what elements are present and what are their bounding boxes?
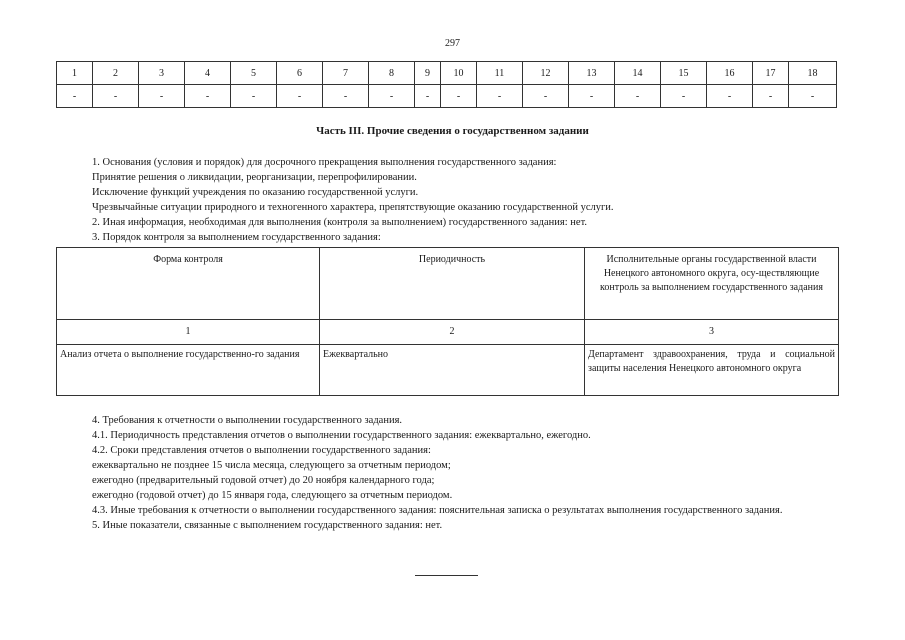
table-cell: 14 bbox=[615, 62, 661, 85]
table-cell: - bbox=[57, 85, 93, 108]
numbering-table-header-row bbox=[57, 62, 837, 85]
table-cell: - bbox=[185, 85, 231, 108]
table-cell: 6 bbox=[277, 62, 323, 85]
footer-divider bbox=[415, 575, 478, 576]
table-cell: - bbox=[789, 85, 837, 108]
paragraph: 4. Требования к отчетности о выполнении государственного задания. bbox=[92, 415, 403, 426]
table-cell: - bbox=[523, 85, 569, 108]
table-cell: 10 bbox=[441, 62, 477, 85]
table-cell: - bbox=[477, 85, 523, 108]
paragraph: 2. Иная информация, необходимая для выполнения (контроля за выполнением) государственного задания: нет. bbox=[92, 217, 587, 228]
table-cell: - bbox=[369, 85, 415, 108]
numbering-table bbox=[56, 61, 837, 108]
header-control-form: Форма контроля bbox=[57, 248, 320, 320]
table-cell: - bbox=[707, 85, 753, 108]
part-title: Часть III. Прочие сведения о государственном задании bbox=[316, 125, 589, 137]
table-cell: 4 bbox=[185, 62, 231, 85]
table-cell: - bbox=[323, 85, 369, 108]
header-periodicity: Периодичность bbox=[320, 248, 585, 320]
paragraph: 5. Иные показатели, связанные с выполнением государственного задания: нет. bbox=[92, 520, 443, 531]
table-cell: 3 bbox=[139, 62, 185, 85]
page-number: 297 bbox=[445, 38, 460, 49]
table-cell: 5 bbox=[231, 62, 277, 85]
paragraph: Чрезвычайные ситуации природного и техногенного характера, препятствующие оказанию государственной услуги. bbox=[92, 202, 614, 213]
table-cell: 2 bbox=[320, 320, 585, 345]
table-cell: 11 bbox=[477, 62, 523, 85]
table-cell: 1 bbox=[57, 62, 93, 85]
table-cell: 16 bbox=[707, 62, 753, 85]
table-cell: Департамент здравоохранения, труда и социальной защиты населения Ненецкого автономного округа bbox=[585, 345, 839, 396]
numbering-table-values-row bbox=[57, 85, 837, 108]
paragraph: ежеквартально не позднее 15 числа месяца, следующего за отчетным периодом; bbox=[92, 460, 451, 471]
table-row bbox=[57, 345, 839, 396]
table-cell: 2 bbox=[93, 62, 139, 85]
table-cell: 3 bbox=[585, 320, 839, 345]
table-cell: 1 bbox=[57, 320, 320, 345]
table-cell: 9 bbox=[415, 62, 441, 85]
table-cell: - bbox=[139, 85, 185, 108]
table-cell: 18 bbox=[789, 62, 837, 85]
paragraph: 4.2. Сроки представления отчетов о выполнении государственного задания: bbox=[92, 445, 431, 456]
table-cell: - bbox=[415, 85, 441, 108]
table-cell: 15 bbox=[661, 62, 707, 85]
paragraph: Принятие решения о ликвидации, реорганизации, перепрофилировании. bbox=[92, 172, 417, 183]
table-cell: Анализ отчета о выполнение государственно-го задания bbox=[57, 345, 320, 396]
section-grounds bbox=[58, 155, 838, 245]
paragraph: 4.3. Иные требования к отчетности о выполнении государственного задания: пояснительная записка о результатах выполнения государственного задания. bbox=[92, 505, 783, 516]
table-cell: - bbox=[93, 85, 139, 108]
table-cell: 7 bbox=[323, 62, 369, 85]
table-cell: 8 bbox=[369, 62, 415, 85]
paragraph: 1. Основания (условия и порядок) для досрочного прекращения выполнения государственного задания: bbox=[92, 157, 557, 168]
table-cell: 12 bbox=[523, 62, 569, 85]
table-cell: - bbox=[753, 85, 789, 108]
control-table bbox=[56, 247, 839, 396]
table-cell: - bbox=[615, 85, 661, 108]
table-cell: - bbox=[231, 85, 277, 108]
table-cell: - bbox=[277, 85, 323, 108]
table-cell: 13 bbox=[569, 62, 615, 85]
table-cell: 17 bbox=[753, 62, 789, 85]
table-cell: - bbox=[441, 85, 477, 108]
header-control-bodies: Исполнительные органы государственной власти Ненецкого автономного округа, осу-ществляющие контроль за выполнением государственного задания bbox=[585, 248, 839, 320]
control-table-number-row bbox=[57, 320, 839, 345]
paragraph: 3. Порядок контроля за выполнением государственного задания: bbox=[92, 232, 381, 243]
table-cell: - bbox=[661, 85, 707, 108]
paragraph: ежегодно (годовой отчет) до 15 января года, следующего за отчетным периодом. bbox=[92, 490, 453, 501]
control-table-header-row bbox=[57, 248, 839, 320]
paragraph: Исключение функций учреждения по оказанию государственной услуги. bbox=[92, 187, 419, 198]
paragraph: 4.1. Периодичность представления отчетов о выполнении государственного задания: ежеквартально, ежегодно. bbox=[92, 430, 591, 441]
section-reporting bbox=[58, 413, 838, 533]
table-cell: Ежеквартально bbox=[320, 345, 585, 396]
paragraph: ежегодно (предварительный годовой отчет) до 20 ноября календарного года; bbox=[92, 475, 435, 486]
table-cell: - bbox=[569, 85, 615, 108]
